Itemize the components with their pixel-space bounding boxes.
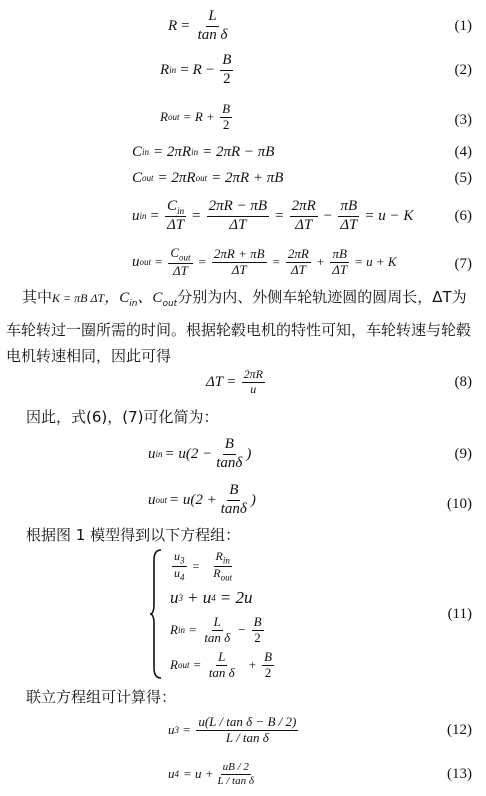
- numerator: 2πR: [290, 198, 318, 216]
- inline-formula: 、C: [137, 290, 163, 306]
- numerator: B: [253, 613, 262, 629]
- subscript: 4: [174, 769, 179, 779]
- var-u: u: [132, 207, 140, 224]
- equation-number: (3): [454, 112, 472, 128]
- numerator: uB / 2: [222, 760, 249, 773]
- equals-sign: =: [181, 17, 190, 34]
- subscript: in: [222, 555, 230, 566]
- numerator: 2πR − πB: [207, 198, 269, 216]
- numerator: 2πR: [243, 366, 263, 381]
- fraction: [286, 247, 311, 278]
- equation-number: (9): [454, 445, 472, 462]
- var-r: R: [192, 61, 202, 78]
- fraction: [252, 615, 264, 646]
- equation-12: u 3 = $\frac{\text{u(L / tan δ − B / 2)}}{\text{L / tan δ}}$ (12): [168, 713, 472, 745]
- subscript: in: [191, 147, 199, 157]
- brace-icon: [150, 548, 162, 680]
- equation-number: (13): [447, 765, 472, 782]
- paragraph-definitions: [6, 284, 480, 369]
- subscript: out: [167, 112, 180, 122]
- fraction: [220, 102, 232, 133]
- fraction: [211, 550, 234, 582]
- subscript: in: [142, 147, 150, 157]
- equation-8: ΔT = $\frac{2\pi R}{u}$ (8): [206, 366, 472, 396]
- var-r: R: [168, 17, 178, 34]
- paragraph-text: 其中: [22, 288, 53, 306]
- numerator: B: [220, 52, 233, 70]
- equation-5: [0, 166, 486, 190]
- expression: = 2πR − πB: [202, 143, 275, 160]
- numerator: R: [215, 548, 223, 563]
- fraction: [220, 52, 233, 88]
- subscript: 3: [178, 593, 183, 603]
- denominator: tan δ: [204, 629, 231, 645]
- denominator: u: [250, 381, 257, 396]
- expression: = u(2 −: [164, 445, 213, 462]
- equation-number: (10): [447, 496, 472, 512]
- var-u: u: [132, 253, 140, 270]
- expression: = 2πR: [153, 143, 192, 160]
- fraction: [214, 436, 244, 472]
- plus-sign: +: [206, 109, 215, 124]
- equation-number: (11): [447, 605, 472, 622]
- expression: = 2πR + πB: [211, 169, 284, 186]
- plus-sign: +: [248, 657, 257, 672]
- equation-number: (8): [454, 373, 472, 390]
- minus-sign: −: [238, 622, 246, 637]
- inline-formula: ，C: [104, 290, 130, 306]
- subscript: in: [155, 449, 163, 459]
- var-delta-t: ΔT: [206, 373, 224, 390]
- equation-11: [0, 548, 486, 680]
- numerator: u(L / tan δ − B / 2): [198, 713, 297, 729]
- numerator: C: [167, 197, 178, 214]
- paragraph-model: 根据图 1 模型得到以下方程组：: [26, 526, 241, 544]
- fraction: [207, 198, 269, 234]
- subscript: out: [195, 173, 208, 183]
- numerator: B: [227, 482, 240, 500]
- fraction: [168, 246, 192, 279]
- close-paren: ): [250, 491, 256, 508]
- system-rows: [170, 548, 276, 682]
- var-r: R: [194, 109, 203, 124]
- numerator: πB: [332, 245, 347, 261]
- denominator: tan δ: [197, 26, 228, 43]
- subscript: out: [162, 299, 178, 309]
- expression: = u(2 +: [169, 491, 217, 508]
- fraction: [290, 198, 318, 234]
- var-c: C: [132, 143, 143, 160]
- system-row-3: R in = $\frac{L}{\text{tan δ}}$ − $\frac{B}{2}$: [170, 613, 262, 645]
- numerator: L: [206, 8, 218, 26]
- denominator: ΔT: [340, 216, 358, 233]
- denominator: ΔT: [290, 261, 306, 277]
- equation-10: [0, 478, 486, 522]
- subscript: in: [139, 211, 147, 221]
- fraction: [330, 247, 349, 278]
- inline-formula: K = πB ΔT: [52, 291, 105, 305]
- numerator: B: [264, 648, 273, 664]
- denominator: tanδ: [220, 500, 247, 517]
- subscript: out: [155, 495, 168, 505]
- var-u: u: [168, 722, 175, 737]
- fraction: [207, 650, 237, 681]
- equation-9: [0, 432, 486, 476]
- numerator: B: [223, 436, 236, 454]
- fraction: [165, 198, 186, 235]
- numerator: πB: [338, 198, 359, 216]
- denominator: tan δ: [208, 664, 235, 680]
- subscript: 4: [211, 593, 216, 603]
- denominator: 2: [223, 70, 231, 87]
- numerator: L: [218, 648, 226, 664]
- minus-sign: −: [205, 61, 215, 78]
- denominator: u: [174, 565, 180, 580]
- subscript: 4: [180, 571, 185, 582]
- equals-sign: =: [192, 558, 200, 573]
- denominator: ΔT: [231, 261, 247, 277]
- var-r: R: [160, 109, 168, 124]
- subscript: out: [220, 571, 233, 582]
- fraction: [196, 715, 298, 746]
- equation-number: (2): [454, 61, 472, 78]
- fraction: [242, 368, 265, 397]
- var-r: R: [170, 657, 178, 672]
- expression: + u: [187, 588, 212, 607]
- equals-sign: =: [180, 61, 189, 78]
- numerator: C: [170, 244, 180, 260]
- fraction: [216, 761, 256, 787]
- denominator: L / tan δ: [225, 729, 269, 745]
- equation-2: [0, 50, 486, 90]
- expression: = 2πR: [157, 169, 196, 186]
- denominator: ΔT: [166, 217, 185, 234]
- expression: = u +: [183, 766, 214, 781]
- system-row-4: R out = $\frac{L}{\text{tan δ}}$ + $\frac{B}{2}$: [170, 648, 273, 680]
- equation-4: [0, 140, 486, 164]
- equation-6: u in = $\frac{C_{in}}{\Delta T}$ = $\frac{2\pi R - \pi B}{\Delta T}$ = $\frac{2\pi R}{\Delta T}$ − $\frac{\pi B}{\Delta T}$ = u − K (6): [132, 197, 472, 234]
- var-u: u: [148, 445, 156, 462]
- expression: = 2u: [219, 588, 253, 607]
- subscript: in: [177, 625, 185, 635]
- fraction: [212, 247, 267, 278]
- subscript: in: [177, 205, 185, 216]
- subscript: 3: [180, 555, 185, 566]
- var-c: C: [132, 169, 143, 186]
- fraction: [172, 550, 187, 582]
- equation-number: (12): [447, 721, 472, 738]
- subscript: out: [179, 252, 191, 263]
- subscript: out: [142, 173, 154, 183]
- numerator: 2πR: [287, 245, 309, 261]
- denominator: 2: [222, 116, 230, 132]
- fraction: [338, 198, 359, 234]
- fraction: [202, 615, 232, 646]
- equation-number: (7): [454, 256, 472, 272]
- system-row-1: [170, 548, 276, 584]
- fraction: [219, 482, 249, 518]
- var-u: u: [168, 766, 175, 781]
- denominator: 2: [254, 629, 261, 645]
- denominator: ΔT: [295, 216, 313, 233]
- equation-number: (5): [454, 169, 472, 186]
- numerator: B: [222, 100, 231, 116]
- var-u: u: [148, 491, 156, 508]
- denominator: ΔT: [173, 262, 188, 278]
- equation-number: (4): [454, 143, 472, 160]
- equation-1: [0, 6, 486, 46]
- numerator: 2πR + πB: [213, 245, 265, 261]
- paragraph-text: 分别为内、外侧车轮轨迹圆的圆周长，ΔT为车轮转过一圈所需的时间。根据轮毂电机的特性可知，车轮转速与轮毂电机转速相同，因此可得: [6, 288, 472, 365]
- equation-number: (1): [454, 17, 472, 34]
- denominator: L / tan δ: [217, 774, 254, 787]
- numerator: L: [213, 613, 221, 629]
- var-u: u: [170, 588, 179, 607]
- equation-13: [0, 754, 486, 794]
- equation-7: u out = $\frac{C_{out}}{\Delta T}$ = $\frac{2\pi R + \pi B}{\Delta T}$ = $\frac{2\pi R}{\Delta T}$ + $\frac{\pi B}{\Delta T}$ = u + K (7): [132, 244, 472, 278]
- denominator: ΔT: [332, 261, 348, 277]
- subscript: in: [129, 299, 138, 309]
- left-brace: [150, 548, 162, 680]
- denominator: R: [213, 565, 221, 580]
- subscript: 3: [174, 725, 179, 735]
- denominator: tanδ: [216, 454, 243, 471]
- close-paren: ): [246, 445, 252, 462]
- denominator: ΔT: [229, 216, 247, 233]
- equation-number: (6): [454, 207, 472, 224]
- system-row-2: [170, 584, 276, 612]
- subscript: out: [177, 660, 190, 670]
- denominator: 2: [264, 664, 272, 680]
- paragraph-solve: 联立方程组可计算得：: [26, 688, 177, 706]
- expression: = u − K: [364, 207, 414, 224]
- fraction: [196, 8, 230, 44]
- subscript: out: [139, 257, 152, 267]
- var-r: R: [170, 622, 178, 637]
- expression: = u + K: [354, 254, 397, 269]
- fraction: [262, 650, 274, 681]
- paragraph-simplify: 因此，式(6)，(7)可化简为：: [26, 408, 219, 426]
- subscript: in: [169, 65, 177, 75]
- equals-sign: =: [183, 109, 191, 124]
- numerator: u: [174, 548, 180, 563]
- var-r: R: [160, 61, 170, 78]
- equation-3: [0, 98, 486, 136]
